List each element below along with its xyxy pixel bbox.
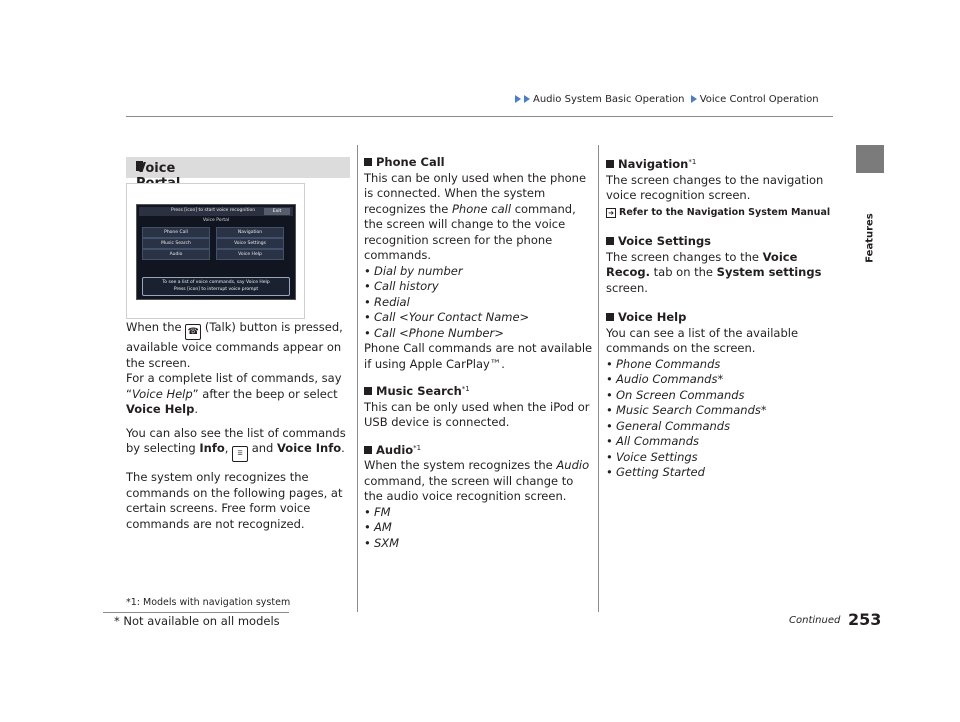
list-item: • Dial by number [364,264,594,280]
screen-hint-box [142,277,290,296]
screen-button: Phone Call [142,227,210,238]
section-title: Voice [136,161,176,176]
voice-portal-screen [136,204,296,300]
screen-button: Music Search [142,238,210,249]
command-list [606,357,838,481]
paragraph: The screen changes to the navigation voice recognition screen. [606,172,824,202]
square-bullet-icon [606,237,614,245]
paragraph: When the ☎ (Talk) button is pressed, available voice commands appear on the screen. [126,320,343,370]
screen-status-bar [139,207,293,216]
paragraph: The screen changes to the Voice Recog. tab on the System settings screen. [606,249,822,295]
column-1-text [126,320,354,532]
square-bullet-icon [606,313,614,321]
screen-button: Navigation [216,227,284,238]
header-divider [126,116,833,117]
cross-reference: ➜ Refer to the Navigation System Manual [606,205,838,221]
column-3-text [606,155,838,481]
column-divider [598,145,599,612]
subsection-heading: Voice Settings [606,234,838,250]
command-list [364,264,594,342]
list-item: • AM [364,520,594,536]
breadcrumb-item: Audio System Basic Operation [533,94,685,105]
list-item: • Getting Started [606,465,838,481]
triangle-icon [515,95,521,103]
list-item: • Redial [364,295,594,311]
screen-exit-button: Exit [264,208,290,215]
list-item: • Call <Phone Number> [364,326,594,342]
list-item: • All Commands [606,434,838,450]
footnote: *1: Models with navigation system [126,597,291,608]
square-bullet-icon [364,446,372,454]
talk-icon: ☎ [185,324,201,340]
square-bullet-icon [606,160,614,168]
screen-button: Voice Settings [216,238,284,249]
column-2-text [364,155,594,551]
subsection-heading: Music Search$^{*1}$ [364,382,594,400]
breadcrumb [515,94,819,105]
list-item: • Voice Settings [606,450,838,466]
screen-title: Voice Portal [202,218,230,223]
section-heading-bar [126,157,350,178]
paragraph: The system only recognizes the commands on the following pages, at certain screens. Free form voice commands are not recognized. [126,470,343,531]
footer-divider [103,612,289,613]
screen-button: Audio [142,249,210,260]
subsection-heading: Voice Help [606,310,838,326]
paragraph: Phone Call commands are not available if using Apple CarPlay™. [364,341,593,371]
list-item: • Call <Your Contact Name> [364,310,594,326]
paragraph: This can be only used when the iPod or USB device is connected. [364,399,590,429]
screen-hint-line: To see a list of voice commands, say Voice Help [162,280,270,285]
list-item: • On Screen Commands [606,388,838,404]
list-item: • Music Search Commands* [606,403,838,419]
section-tab-label: Features [864,212,876,263]
screenshot-frame [126,183,305,319]
list-item: • FM [364,505,594,521]
list-item: • Phone Commands [606,357,838,373]
triangle-icon [691,95,697,103]
square-bullet-icon [364,158,372,166]
paragraph: When the system recognizes the Audio command, the screen will change to the audio voice recognition screen. [364,458,590,503]
screen-button: Voice Help [216,249,284,260]
list-item: • Audio Commands* [606,372,838,388]
list-item: • General Commands [606,419,838,435]
subsection-heading: Phone Call [364,155,594,171]
availability-note: * Not available on all models [114,614,280,628]
column-divider [357,145,358,612]
paragraph: You can also see the list of commands by selecting Info, ☰ and Voice Info. [126,426,354,463]
triangle-icon [524,95,530,103]
list-item: • Call history [364,279,594,295]
list-item: • SXM [364,536,594,552]
paragraph: For a complete list of commands, say “Voice Help” after the beep or select Voice Help. [126,371,342,416]
screen-top-text: Press [icon] to start voice recognition [171,208,256,213]
breadcrumb-item: Voice Control Operation [699,94,819,105]
command-list [364,505,594,552]
subsection-heading: Navigation$^{*1}$ [606,155,838,173]
screen-hint-line: Press [icon] to interrupt voice prompt [173,287,259,292]
subsection-heading: Audio$^{*1}$ [364,441,594,459]
paragraph: You can see a list of the available commands on the screen. [606,325,799,355]
square-bullet-icon [364,387,372,395]
section-tab [856,145,884,173]
reference-arrow-icon: ➜ [606,208,616,218]
continued-label: Continued [789,615,841,626]
paragraph: This can be only used when the phone is connected. When the system recognizes the Phone call command, the screen will change to the voice recognition screen for the phone commands. [364,170,587,262]
page-number: 253 [848,610,882,629]
menu-icon: ☰ [232,446,248,462]
